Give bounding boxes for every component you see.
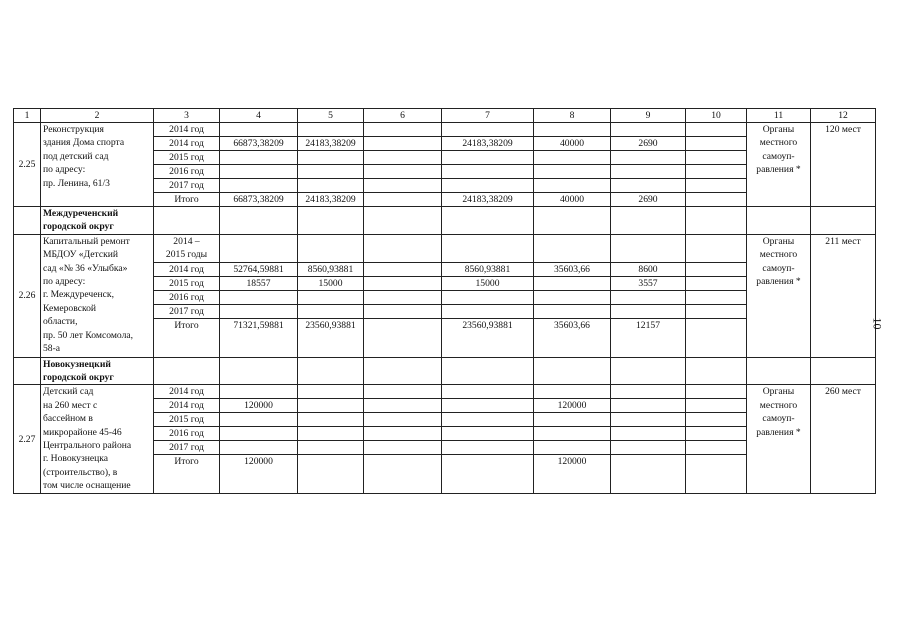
amount-cell xyxy=(611,234,686,262)
empty-cell xyxy=(364,207,442,235)
year-cell: 2014 год xyxy=(154,123,220,137)
amount-cell: 120000 xyxy=(534,399,611,413)
amount-cell xyxy=(364,385,442,399)
amount-cell xyxy=(686,290,747,304)
period-cell: 2014 – 2015 годы xyxy=(154,234,220,262)
empty-cell xyxy=(364,357,442,385)
object-name: Детский сад на 260 мест с бассейном в микрорайоне 45-46 Центрального района г. Новокузнецка (строительство), в том числе оснащение xyxy=(41,385,154,494)
year-cell: 2016 год xyxy=(154,165,220,179)
amount-cell xyxy=(298,413,364,427)
region-name: Новокузнецкий городской округ xyxy=(41,357,154,385)
item-number: 2.25 xyxy=(14,123,41,207)
amount-cell: 24183,38209 xyxy=(298,193,364,207)
empty-cell xyxy=(611,357,686,385)
amount-cell xyxy=(220,441,298,455)
amount-cell xyxy=(686,179,747,193)
amount-cell xyxy=(298,151,364,165)
empty-cell xyxy=(154,357,220,385)
amount-cell: 24183,38209 xyxy=(442,137,534,151)
year-cell: 2017 год xyxy=(154,441,220,455)
amount-cell xyxy=(611,455,686,494)
amount-cell xyxy=(364,427,442,441)
column-number: 8 xyxy=(534,109,611,123)
amount-cell xyxy=(364,137,442,151)
empty-cell xyxy=(220,357,298,385)
column-number: 7 xyxy=(442,109,534,123)
capacity: 120 мест xyxy=(811,123,876,207)
column-number: 1 xyxy=(14,109,41,123)
amount-cell xyxy=(298,304,364,318)
column-number-row xyxy=(14,109,876,123)
amount-cell xyxy=(442,455,534,494)
empty-cell xyxy=(154,207,220,235)
amount-cell xyxy=(298,165,364,179)
amount-cell xyxy=(220,385,298,399)
amount-cell xyxy=(364,179,442,193)
amount-cell xyxy=(220,413,298,427)
year-cell: 2017 год xyxy=(154,304,220,318)
amount-cell xyxy=(611,399,686,413)
amount-cell xyxy=(611,179,686,193)
amount-cell xyxy=(611,427,686,441)
amount-cell: 24183,38209 xyxy=(442,193,534,207)
amount-cell xyxy=(686,276,747,290)
page-number: 10 xyxy=(870,317,885,330)
amount-cell xyxy=(611,290,686,304)
year-cell: 2015 год xyxy=(154,151,220,165)
amount-cell xyxy=(686,304,747,318)
empty-cell xyxy=(747,357,811,385)
table-row xyxy=(14,385,876,399)
amount-cell xyxy=(364,441,442,455)
column-number: 12 xyxy=(811,109,876,123)
region-row xyxy=(14,207,876,235)
region-name: Междуреченский городской округ xyxy=(41,207,154,235)
amount-cell xyxy=(611,304,686,318)
capacity: 211 мест xyxy=(811,234,876,357)
amount-cell xyxy=(611,123,686,137)
year-cell: 2014 год xyxy=(154,385,220,399)
amount-cell: 120000 xyxy=(534,455,611,494)
amount-cell xyxy=(686,413,747,427)
year-cell: 2014 год xyxy=(154,399,220,413)
column-number: 3 xyxy=(154,109,220,123)
amount-cell xyxy=(364,276,442,290)
amount-cell xyxy=(534,179,611,193)
amount-cell xyxy=(298,385,364,399)
amount-cell xyxy=(442,441,534,455)
amount-cell: 40000 xyxy=(534,137,611,151)
amount-cell xyxy=(686,441,747,455)
amount-cell xyxy=(298,179,364,193)
year-cell: 2017 год xyxy=(154,179,220,193)
amount-cell xyxy=(611,413,686,427)
amount-cell: 18557 xyxy=(220,276,298,290)
amount-cell: 12157 xyxy=(611,318,686,357)
item-number: 2.27 xyxy=(14,385,41,494)
responsible-org: Органы местного самоуп- равления * xyxy=(747,123,811,207)
year-cell: 2014 год xyxy=(154,137,220,151)
amount-cell xyxy=(220,179,298,193)
empty-cell xyxy=(298,207,364,235)
amount-cell xyxy=(611,151,686,165)
empty-cell xyxy=(811,357,876,385)
amount-cell xyxy=(534,276,611,290)
amount-cell: 35603,66 xyxy=(534,262,611,276)
amount-cell xyxy=(534,385,611,399)
year-cell: 2015 год xyxy=(154,413,220,427)
amount-cell xyxy=(686,385,747,399)
empty-cell xyxy=(14,357,41,385)
amount-cell xyxy=(298,441,364,455)
empty-cell xyxy=(747,207,811,235)
amount-cell: 120000 xyxy=(220,399,298,413)
amount-cell xyxy=(686,262,747,276)
item-number: 2.26 xyxy=(14,234,41,357)
amount-cell: 24183,38209 xyxy=(298,137,364,151)
empty-cell xyxy=(220,207,298,235)
amount-cell: 15000 xyxy=(442,276,534,290)
amount-cell: 66873,38209 xyxy=(220,137,298,151)
empty-cell xyxy=(534,357,611,385)
amount-cell xyxy=(686,193,747,207)
amount-cell xyxy=(534,151,611,165)
object-name: Капитальный ремонт МБДОУ «Детский сад «№ 36 «Улыбка» по адресу: г. Междуреченск, Кемеровской области, пр. 50 лет Комсомола, 58-а xyxy=(41,234,154,357)
amount-cell xyxy=(534,427,611,441)
year-cell: 2014 год xyxy=(154,262,220,276)
amount-cell xyxy=(364,123,442,137)
amount-cell xyxy=(298,234,364,262)
amount-cell xyxy=(534,123,611,137)
table-row xyxy=(14,123,876,137)
amount-cell xyxy=(442,151,534,165)
amount-cell: 40000 xyxy=(534,193,611,207)
column-number: 11 xyxy=(747,109,811,123)
empty-cell xyxy=(14,207,41,235)
amount-cell xyxy=(364,234,442,262)
amount-cell xyxy=(534,304,611,318)
column-number: 5 xyxy=(298,109,364,123)
column-number: 9 xyxy=(611,109,686,123)
amount-cell: 23560,93881 xyxy=(298,318,364,357)
amount-cell xyxy=(686,399,747,413)
amount-cell xyxy=(220,234,298,262)
amount-cell xyxy=(686,427,747,441)
amount-cell xyxy=(442,179,534,193)
amount-cell xyxy=(364,151,442,165)
empty-cell xyxy=(811,207,876,235)
column-number: 4 xyxy=(220,109,298,123)
empty-cell xyxy=(534,207,611,235)
year-cell: 2015 год xyxy=(154,276,220,290)
amount-cell xyxy=(298,427,364,441)
amount-cell xyxy=(298,455,364,494)
amount-cell xyxy=(364,399,442,413)
amount-cell xyxy=(442,427,534,441)
budget-table xyxy=(13,108,876,494)
amount-cell: 35603,66 xyxy=(534,318,611,357)
amount-cell: 2690 xyxy=(611,137,686,151)
amount-cell xyxy=(364,455,442,494)
amount-cell xyxy=(686,455,747,494)
amount-cell xyxy=(364,193,442,207)
empty-cell xyxy=(298,357,364,385)
amount-cell xyxy=(442,290,534,304)
total-label: Итого xyxy=(154,455,220,494)
amount-cell xyxy=(442,385,534,399)
amount-cell: 52764,59881 xyxy=(220,262,298,276)
amount-cell xyxy=(534,234,611,262)
column-number: 2 xyxy=(41,109,154,123)
amount-cell xyxy=(611,165,686,179)
amount-cell xyxy=(298,123,364,137)
empty-cell xyxy=(686,207,747,235)
object-name: Реконструкция здания Дома спорта под детский сад по адресу: пр. Ленина, 61/3 xyxy=(41,123,154,207)
amount-cell xyxy=(686,137,747,151)
amount-cell xyxy=(364,290,442,304)
amount-cell: 8600 xyxy=(611,262,686,276)
amount-cell: 66873,38209 xyxy=(220,193,298,207)
amount-cell: 15000 xyxy=(298,276,364,290)
year-cell: 2016 год xyxy=(154,427,220,441)
table-row xyxy=(14,234,876,262)
amount-cell xyxy=(442,123,534,137)
amount-cell xyxy=(220,165,298,179)
amount-cell xyxy=(686,123,747,137)
amount-cell: 8560,93881 xyxy=(298,262,364,276)
amount-cell xyxy=(298,399,364,413)
amount-cell xyxy=(686,234,747,262)
amount-cell: 3557 xyxy=(611,276,686,290)
amount-cell xyxy=(611,441,686,455)
amount-cell xyxy=(364,304,442,318)
amount-cell xyxy=(220,290,298,304)
empty-cell xyxy=(442,357,534,385)
responsible-org: Органы местного самоуп- равления * xyxy=(747,234,811,357)
amount-cell xyxy=(442,165,534,179)
amount-cell xyxy=(298,290,364,304)
amount-cell xyxy=(442,399,534,413)
amount-cell xyxy=(611,385,686,399)
column-number: 6 xyxy=(364,109,442,123)
amount-cell xyxy=(220,427,298,441)
region-row xyxy=(14,357,876,385)
amount-cell xyxy=(220,151,298,165)
amount-cell xyxy=(442,413,534,427)
amount-cell xyxy=(364,262,442,276)
amount-cell xyxy=(364,318,442,357)
amount-cell xyxy=(686,165,747,179)
amount-cell: 71321,59881 xyxy=(220,318,298,357)
year-cell: 2016 год xyxy=(154,290,220,304)
empty-cell xyxy=(611,207,686,235)
amount-cell xyxy=(442,234,534,262)
amount-cell xyxy=(364,165,442,179)
amount-cell xyxy=(534,413,611,427)
amount-cell xyxy=(686,151,747,165)
amount-cell: 2690 xyxy=(611,193,686,207)
responsible-org: Органы местного самоуп- равления * xyxy=(747,385,811,494)
amount-cell xyxy=(534,290,611,304)
amount-cell xyxy=(534,441,611,455)
amount-cell xyxy=(220,304,298,318)
amount-cell: 23560,93881 xyxy=(442,318,534,357)
capacity: 260 мест xyxy=(811,385,876,494)
total-label: Итого xyxy=(154,318,220,357)
total-label: Итого xyxy=(154,193,220,207)
amount-cell xyxy=(686,318,747,357)
amount-cell xyxy=(364,413,442,427)
amount-cell xyxy=(220,123,298,137)
amount-cell xyxy=(534,165,611,179)
amount-cell xyxy=(442,304,534,318)
empty-cell xyxy=(442,207,534,235)
amount-cell: 8560,93881 xyxy=(442,262,534,276)
amount-cell: 120000 xyxy=(220,455,298,494)
column-number: 10 xyxy=(686,109,747,123)
empty-cell xyxy=(686,357,747,385)
